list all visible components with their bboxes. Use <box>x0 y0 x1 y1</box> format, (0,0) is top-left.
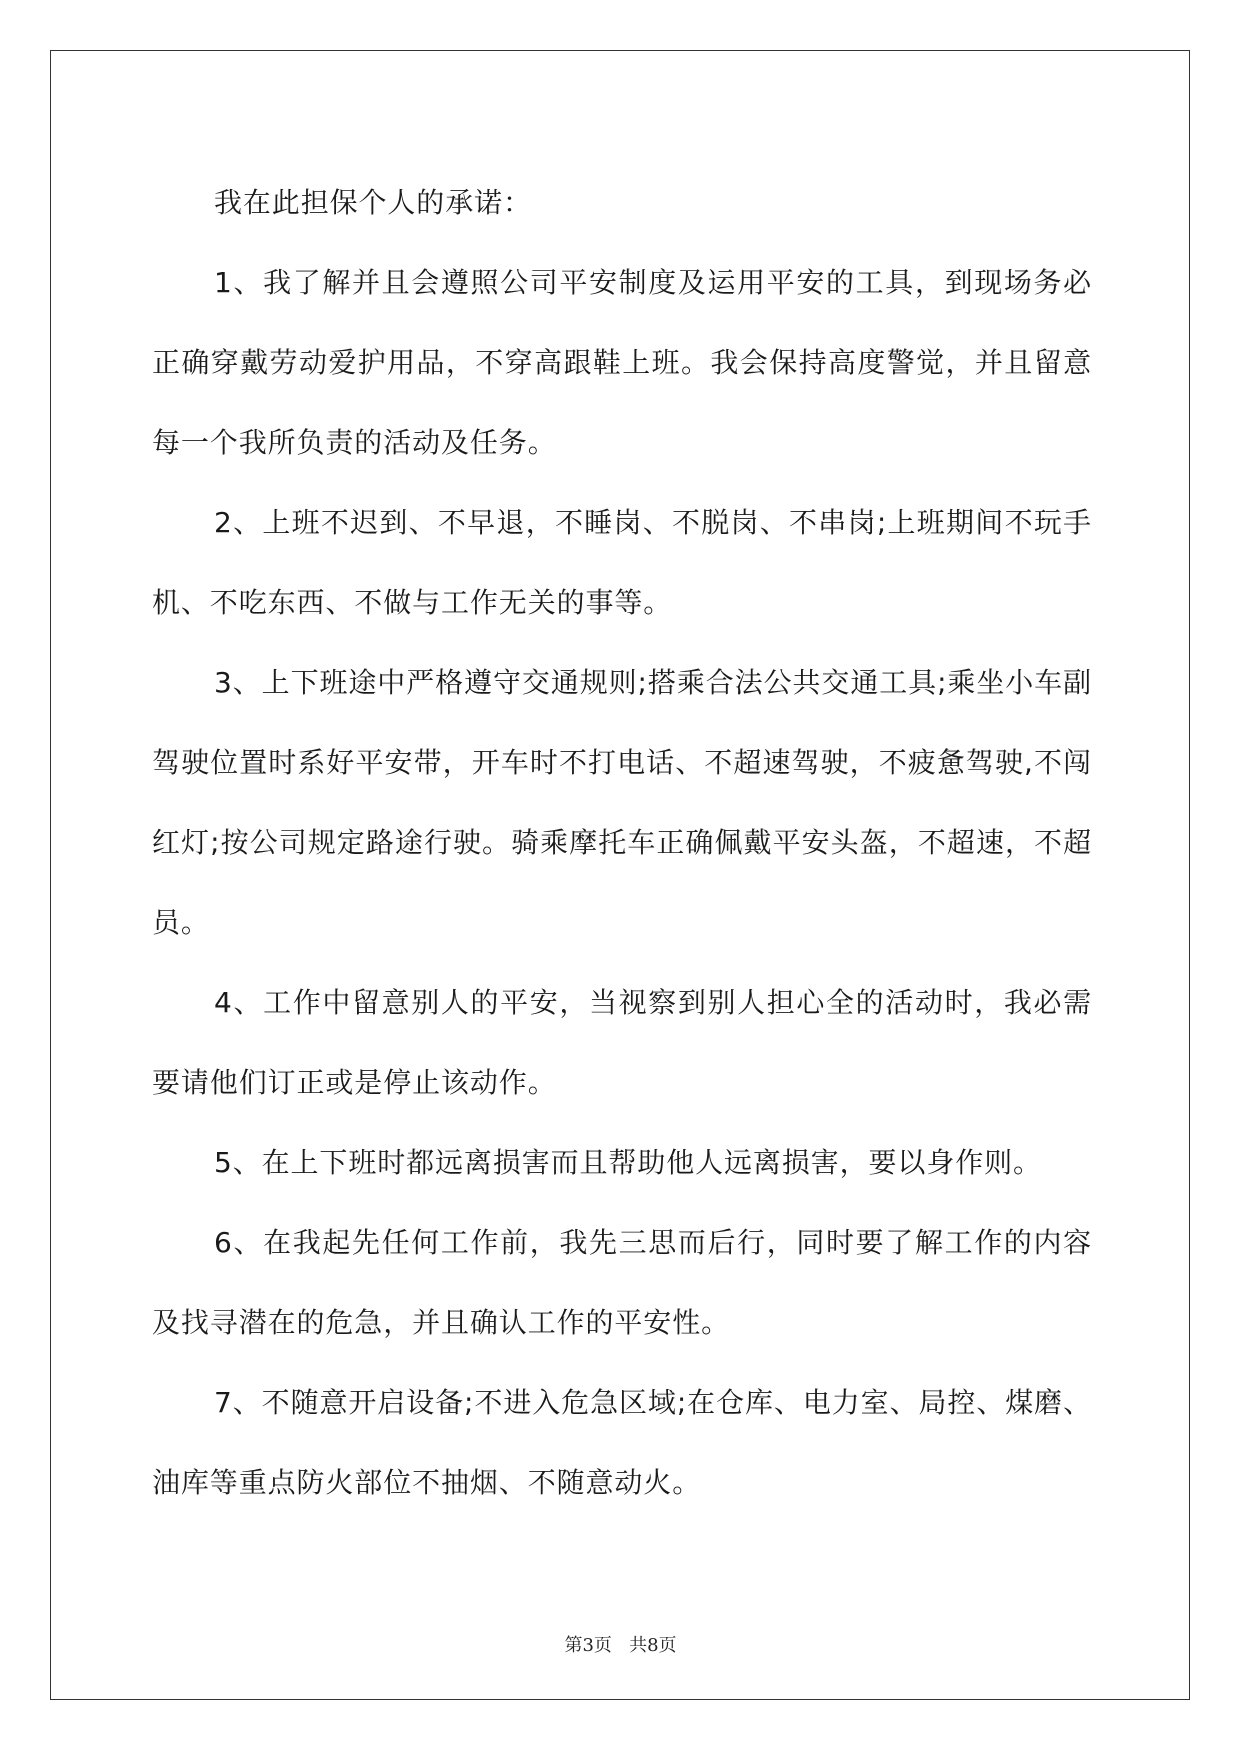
commitment-item-3: 3、上下班途中严格遵守交通规则;搭乘合法公共交通工具;乘坐小车副驾驶位置时系好平安带，开车时不打电话、不超速驾驶，不疲惫驾驶,不闯红灯;按公司规定路途行驶。骑乘摩托车正确佩戴平安头盔，不超速，不超员。 <box>152 666 1092 939</box>
intro-paragraph: 我在此担保个人的承诺： <box>214 186 532 219</box>
page-number-label: 第3页 共8页 <box>564 1635 677 1656</box>
commitment-item-7: 7、不随意开启设备;不进入危急区域;在仓库、电力室、局控、煤磨、油库等重点防火部位不抽烟、不随意动火。 <box>152 1386 1092 1499</box>
page-footer <box>0 1631 1241 1657</box>
commitment-item-5: 5、在上下班时都远离损害而且帮助他人远离损害，要以身作则。 <box>214 1146 1042 1179</box>
commitment-item-1: 1、我了解并且会遵照公司平安制度及运用平安的工具，到现场务必正确穿戴劳动爱护用品，不穿高跟鞋上班。我会保持高度警觉，并且留意每一个我所负责的活动及任务。 <box>152 266 1092 459</box>
commitment-item-4: 4、工作中留意别人的平安，当视察到别人担心全的活动时，我必需要请他们订正或是停止该动作。 <box>152 986 1092 1099</box>
commitment-item-2: 2、上班不迟到、不早退，不睡岗、不脱岗、不串岗;上班期间不玩手机、不吃东西、不做与工作无关的事等。 <box>152 506 1092 619</box>
document-body <box>152 163 1092 1523</box>
commitment-item-6: 6、在我起先任何工作前，我先三思而后行，同时要了解工作的内容及找寻潜在的危急，并且确认工作的平安性。 <box>152 1226 1092 1339</box>
